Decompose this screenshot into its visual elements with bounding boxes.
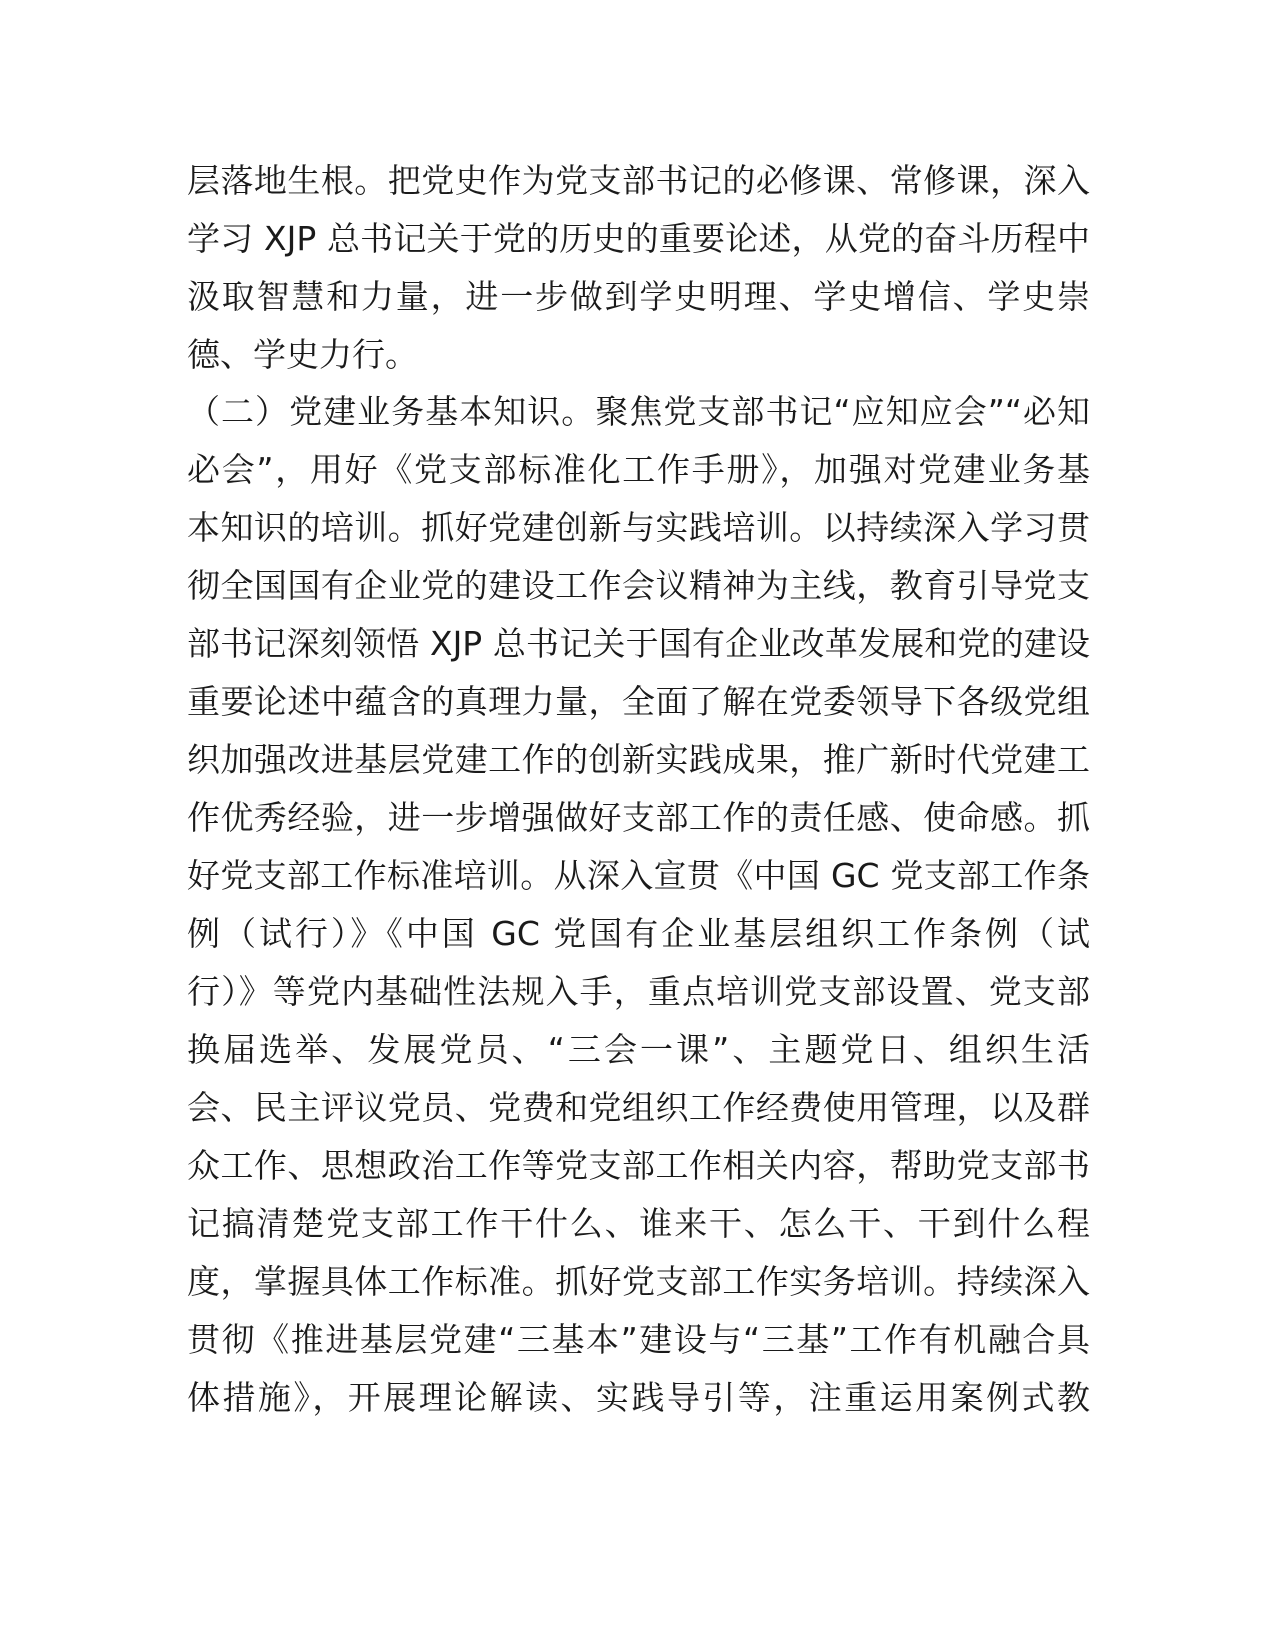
text-line: 作优秀经验，进一步增强做好支部工作的责任感、使命感。抓: [187, 798, 1090, 837]
text-line: 必会”，用好《党支部标准化工作手册》，加强对党建业务基: [187, 450, 1090, 489]
text-line: 会、民主评议党员、党费和党组织工作经费使用管理，以及群: [187, 1088, 1090, 1127]
text-line: 例（试行）》《中国 GC 党国有企业基层组织工作条例（试: [187, 914, 1090, 953]
text-line: 重要论述中蕴含的真理力量，全面了解在党委领导下各级党组: [187, 682, 1090, 721]
text-line: 行）》等党内基础性法规入手，重点培训党支部设置、党支部: [187, 972, 1090, 1011]
text-line: 本知识的培训。抓好党建创新与实践培训。以持续深入学习贯: [187, 508, 1090, 547]
text-line: 层落地生根。把党史作为党支部书记的必修课、常修课，深入: [187, 161, 1090, 200]
text-line: 部书记深刻领悟 XJP 总书记关于国有企业改革发展和党的建设: [187, 624, 1090, 663]
paragraph-history-study: [187, 152, 1090, 384]
text-line: 汲取智慧和力量，进一步做到学史明理、学史增信、学史崇: [187, 277, 1090, 316]
text-line: 度，掌握具体工作标准。抓好党支部工作实务培训。持续深入: [187, 1262, 1090, 1301]
text-line: 彻全国国有企业党的建设工作会议精神为主线，教育引导党支: [187, 566, 1090, 605]
text-line: 众工作、思想政治工作等党支部工作相关内容，帮助党支部书: [187, 1146, 1090, 1185]
section-heading-line: （二）党建业务基本知识。聚焦党支部书记“应知应会”“必知: [187, 392, 1090, 431]
text-line: 好党支部工作标准培训。从深入宣贯《中国 GC 党支部工作条: [187, 856, 1090, 895]
text-line: 织加强改进基层党建工作的创新实践成果，推广新时代党建工: [187, 740, 1090, 779]
text-line: 换届选举、发展党员、“三会一课”、主题党日、组织生活: [187, 1030, 1090, 1069]
text-line: 贯彻《推进基层党建“三基本”建设与“三基”工作有机融合具: [187, 1320, 1090, 1359]
text-line: 体措施》，开展理论解读、实践导引等，注重运用案例式教: [187, 1378, 1090, 1417]
text-line: 德、学史力行。: [187, 335, 418, 374]
text-line: 学习 XJP 总书记关于党的历史的重要论述，从党的奋斗历程中: [187, 219, 1090, 258]
paragraph-party-building-knowledge: [187, 383, 1090, 1427]
text-line: 记搞清楚党支部工作干什么、谁来干、怎么干、干到什么程: [187, 1204, 1090, 1243]
